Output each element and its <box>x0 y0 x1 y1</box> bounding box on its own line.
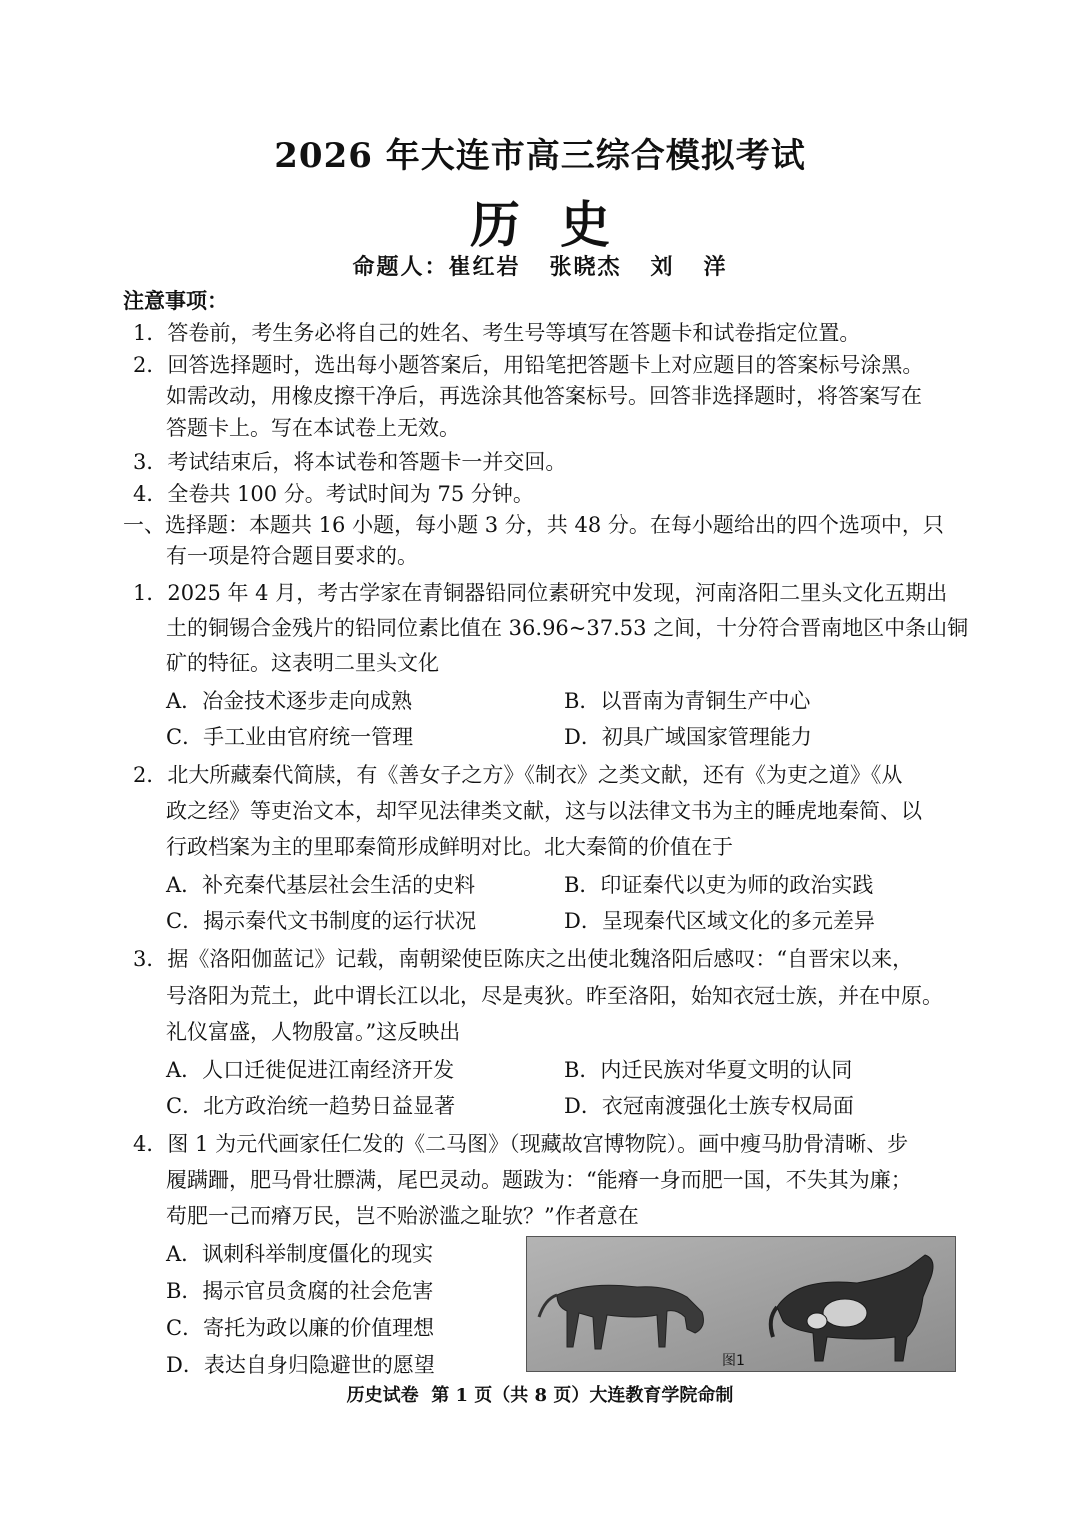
question-3-option-a: A．人口迁徙促进江南经济开发 <box>166 1058 455 1082</box>
question-1-option-b: B．以晋南为青铜生产中心 <box>564 689 811 713</box>
question-4-option-a: A．讽刺科举制度僵化的现实 <box>166 1242 434 1266</box>
question-3-option-b: B．内迁民族对华夏文明的认同 <box>564 1058 853 1082</box>
question-2-stem: 政之经》等吏治文本，却罕见法律类文献，这与以法律文书为主的睡虎地秦简、以 <box>166 799 922 823</box>
question-2-stem: 2．北大所藏秦代简牍，有《善女子之方》《制衣》之类文献，还有《为吏之道》《从 <box>133 763 903 787</box>
question-2-option-d: D．呈现秦代区域文化的多元差异 <box>564 909 875 933</box>
exam-title: 2026 年大连市高三综合模拟考试 <box>274 136 806 176</box>
authors-line: 命题人：崔红岩 张晓杰 刘 洋 <box>352 254 728 280</box>
notice-item: 1．答卷前，考生务必将自己的姓名、考生号等填写在答题卡和试卷指定位置。 <box>133 321 861 345</box>
question-1-option-c: C．手工业由官府统一管理 <box>166 725 414 749</box>
notice-item: 3．考试结束后，将本试卷和答题卡一并交回。 <box>133 450 567 474</box>
question-3-stem: 3．据《洛阳伽蓝记》记载，南朝梁使臣陈庆之出使北魏洛阳后感叹：“自晋宋以来， <box>133 947 914 971</box>
question-3-option-d: D．衣冠南渡强化士族专权局面 <box>564 1094 854 1118</box>
question-1-option-a: A．冶金技术逐步走向成熟 <box>166 689 413 713</box>
notice-heading: 注意事项： <box>123 288 228 313</box>
question-1-option-d: D．初具广域国家管理能力 <box>564 725 812 749</box>
question-1-stem: 1．2025 年 4 月，考古学家在青铜器铅同位素研究中发现，河南洛阳二里头文化五期出 <box>133 581 948 605</box>
question-3-option-c: C．北方政治统一趋势日益显著 <box>166 1094 456 1118</box>
question-4-stem: 苟肥一己而瘠万民，岂不贻淤滥之耻欤？”作者意在 <box>166 1204 639 1228</box>
question-1-stem: 矿的特征。这表明二里头文化 <box>166 651 439 675</box>
question-2-option-a: A．补充秦代基层社会生活的史料 <box>166 873 476 897</box>
question-2-option-b: B．印证秦代以吏为师的政治实践 <box>564 873 874 897</box>
question-4-stem: 4．图 1 为元代画家任仁发的《二马图》（现藏故宫博物院）。画中瘦马肋骨清晰、步 <box>133 1132 909 1156</box>
page-footer: 历史试卷 第 1 页（共 8 页）大连教育学院命制 <box>346 1385 734 1406</box>
question-3-stem: 号洛阳为荒土，此中谓长江以北，尽是夷狄。昨至洛阳，始知衣冠士族，并在中原。 <box>166 984 943 1008</box>
section-heading: 一、选择题：本题共 16 小题，每小题 3 分，共 48 分。在每小题给出的四个选项中，只 <box>123 513 944 537</box>
subject-title: 历史 <box>470 195 650 254</box>
question-1-stem: 土的铜锡合金残片的铅同位素比值在 36.96~37.53 之间，十分符合晋南地区中条山铜 <box>166 616 969 640</box>
question-4-option-d: D．表达自身归隐避世的愿望 <box>166 1353 435 1377</box>
notice-item: 4．全卷共 100 分。考试时间为 75 分钟。 <box>133 482 534 506</box>
notice-item-continuation: 答题卡上。写在本试卷上无效。 <box>166 416 460 440</box>
question-4-option-b: B．揭示官员贪腐的社会危害 <box>166 1279 434 1303</box>
figure-caption: 图1 <box>722 1353 745 1369</box>
section-heading-continuation: 有一项是符合题目要求的。 <box>166 544 418 568</box>
notice-item-continuation: 如需改动，用橡皮擦干净后，再选涂其他答案标号。回答非选择题时，将答案写在 <box>166 384 922 408</box>
question-2-stem: 行政档案为主的里耶秦简形成鲜明对比。北大秦简的价值在于 <box>166 835 733 859</box>
question-2-option-c: C．揭示秦代文书制度的运行状况 <box>166 909 477 933</box>
question-4-option-c: C．寄托为政以廉的价值理想 <box>166 1316 435 1340</box>
question-4-stem: 履蹒跚，肥马骨壮膘满，尾巴灵动。题跋为：“能瘠一身而肥一国，不失其为廉； <box>166 1168 912 1192</box>
notice-item: 2．回答选择题时，选出每小题答案后，用铅笔把答题卡上对应题目的答案标号涂黑。 <box>133 353 924 377</box>
question-3-stem: 礼仪富盛，人物殷富。”这反映出 <box>166 1020 461 1044</box>
